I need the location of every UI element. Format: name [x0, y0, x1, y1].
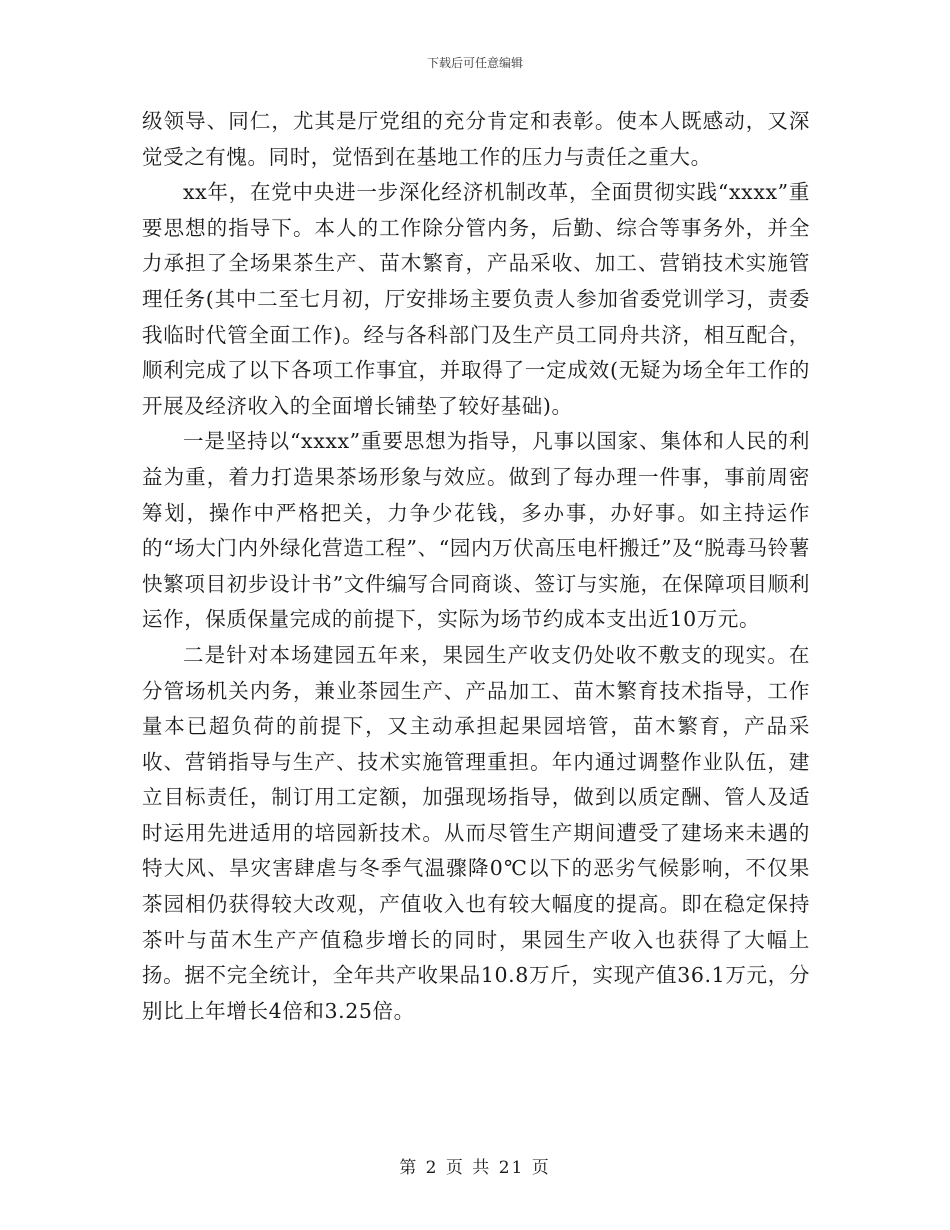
document-body [142, 104, 810, 1029]
page-footer: 第 2 页 共 21 页 [399, 1158, 551, 1178]
paragraph-point-one: 一是坚持以“xxxx”重要思想为指导，凡事以国家、集体和人民的利益为重，着力打造果茶场形象与效应。做到了每办理一件事，事前周密筹划，操作中严格把关，力争少花钱，多办事，办好事。如主持运作的“场大门内外绿化营造工程”、“园内万伏高压电杆搬迁”及“脱毒马铃薯快繁项目初步设计书”文件编写合同商谈、签订与实施，在保障项目顺利运作，保质保量完成的前提下，实际为场节约成本支出近10万元。 [142, 429, 810, 632]
paragraph-continuation: 级领导、同仁，尤其是厅党组的充分肯定和表彰。使本人既感动，又深觉受之有愧。同时，觉悟到在基地工作的压力与责任之重大。 [142, 109, 810, 169]
page-header: 下载后可任意编辑 [426, 56, 523, 70]
paragraph-work-overview: xx年，在党中央进一步深化经济机制改革，全面贯彻实践“xxxx”重要思想的指导下。本人的工作除分管内务，后勤、综合等事务外，并全力承担了全场果茶生产、苗木繁育，产品采收、加工、营销技术实施管理任务(其中二至七月初，厅安排场主要负责人参加省委党训学习，责委我临时代管全面工作)。经与各科部门及生产员工同舟共济，相互配合，顺利完成了以下各项工作事宜，并取得了一定成效(无疑为场全年工作的开展及经济收入的全面增长铺垫了较好基础)。 [142, 180, 810, 418]
paragraph-point-two: 二是针对本场建园五年来，果园生产收支仍处收不敷支的现实。在分管场机关内务，兼业茶园生产、产品加工、苗木繁育技术指导，工作量本已超负荷的前提下，又主动承担起果园培管，苗木繁育，产品采收、营销指导与生产、技术实施管理重担。年内通过调整作业队伍，建立目标责任，制订用工定额，加强现场指导，做到以质定酬、管人及适时运用先进适用的培园新技术。从而尽管生产期间遭受了建场来未遇的特大风、旱灾害肆虐与冬季气温骤降0℃以下的恶劣气候影响，不仅果茶园相仍获得较大改观，产值收入也有较大幅度的提高。即在稳定保持茶叶与苗木生产产值稳步增长的同时，果园生产收入也获得了大幅上扬。据不完全统计，全年共产收果品10.8万斤，实现产值36.1万元，分别比上年增长4倍和3.25倍。 [142, 642, 810, 1023]
